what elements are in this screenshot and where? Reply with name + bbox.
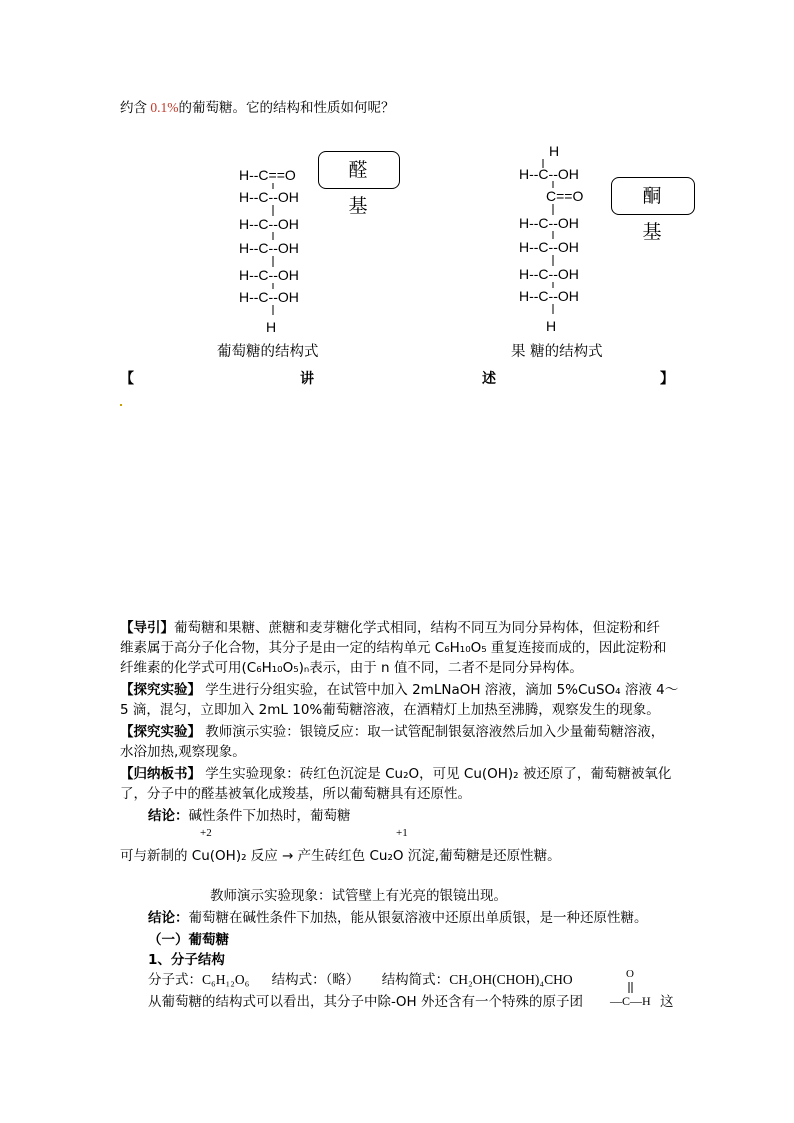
simple-formula-value: CH₂OH(CHOH)₄CHO — [449, 972, 573, 987]
conclusion2-text: 葡萄糖在碱性条件下加热，能从银氨溶液中还原出单质银，是一种还原性糖。 — [188, 910, 648, 926]
exp1-line-2: 5 滴，混匀，立即加入 2mL 10%葡萄糖溶液，在酒精灯上加热至沸腾，观察发生的现象。 — [120, 702, 660, 718]
daoyin-tag: 【导引】 — [120, 620, 174, 636]
section-heading-glucose: （一）葡萄糖 — [148, 932, 229, 948]
fructose-row-4: H--C--OH — [519, 239, 579, 255]
final-line: 从葡萄糖的结构式可以看出，其分子中除-OH 外还含有一个特殊的原子团 — [148, 994, 583, 1010]
aldehyde-group-o: O — [626, 968, 634, 980]
summary-tag: 【归纳板书】 — [120, 766, 201, 782]
glucose-row-2: H--C--OH — [239, 189, 299, 205]
intro-after: 的葡萄糖。它的结构和性质如何呢？ — [178, 100, 395, 115]
lecture-open: 【 — [120, 371, 134, 387]
aldehyde-double-bond — [626, 981, 636, 995]
fructose-top-h: H — [549, 143, 560, 159]
teacher-observation: 教师演示实验现象：试管壁上有光亮的银镜出现。 — [210, 888, 507, 904]
fructose-ketone-label: 酮 基 — [611, 177, 695, 215]
fructose-bottom-h: H — [546, 318, 557, 334]
ox-state-plus1: +1 — [396, 827, 408, 839]
exp1-tag: 【探究实验】 — [120, 682, 201, 698]
glucose-bottom-h: H — [266, 319, 277, 335]
conclusion1-label: 结论： — [148, 808, 189, 824]
glucose-row-6: H--C--OH — [239, 289, 299, 305]
lecture-close: 】 — [660, 371, 674, 387]
lecture-char-2: 述 — [482, 371, 496, 387]
daoyin-line-1 — [120, 618, 660, 638]
mol-formula-label: 分子式： — [148, 972, 202, 988]
daoyin-line-3: 纤维素的化学式可用(C₆H₁₀O₅)ₙ表示，由于 n 值不同，二者不是同分异构体。 — [120, 660, 583, 676]
daoyin-text-1: 葡萄糖和果糖、蔗糖和麦芽糖化学式相同，结构不同互为同分异构体，但淀粉和纤 — [174, 620, 660, 636]
conclusion2-line — [148, 908, 648, 928]
fructose-row-3: H--C--OH — [519, 215, 579, 231]
fructose-row-1: H--C--OH — [519, 166, 579, 182]
glucose-row-1: H--C==O — [239, 167, 296, 183]
glucose-aldehyde-label: 醛 基 — [318, 151, 400, 189]
conclusion1-text: 碱性条件下加热时，葡萄糖 — [188, 808, 351, 824]
final-line-tail: 这 — [660, 994, 674, 1010]
conclusion1-line-2: 可与新制的 Cu(OH)₂ 反应 → 产生砖红色 Cu₂O 沉淀,葡萄糖是还原性糖。 — [120, 848, 561, 864]
fructose-row-6: H--C--OH — [519, 288, 579, 304]
exp2-line-1 — [120, 722, 664, 742]
mol-formula-value: C₆H₁₂O₆ — [202, 972, 250, 987]
intro-percent: 0.1% — [150, 100, 179, 115]
fructose-row-2: C==O — [546, 188, 584, 204]
cursor-mark — [120, 404, 122, 406]
aldehyde-group-body: —C—H — [610, 994, 651, 1008]
summary-line-2: 了，分子中的醛基被氧化成羧基，所以葡萄糖具有还原性。 — [120, 786, 471, 802]
conclusion2-label: 结论： — [148, 910, 189, 926]
glucose-row-5: H--C--OH — [239, 267, 299, 283]
struct-formula-label: 结构式：（略） — [271, 972, 360, 988]
exp2-text-1: 教师演示实验：银镜反应：取一试管配制银氨溶液然后加入少量葡萄糖溶液， — [201, 724, 665, 740]
fructose-row-5: H--C--OH — [519, 266, 579, 282]
fructose-caption: 果 糖的结构式 — [511, 344, 603, 360]
exp1-text-1: 学生进行分组实验，在试管中加入 2mLNaOH 溶液，滴加 5%CuSO₄ 溶液 4～ — [201, 682, 679, 698]
ox-state-plus2: +2 — [200, 827, 212, 839]
glucose-caption: 葡萄糖的结构式 — [217, 344, 319, 360]
formula-line — [148, 970, 573, 990]
intro-before: 约含 — [120, 100, 151, 115]
section-heading-structure: 1、分子结构 — [148, 952, 225, 968]
exp2-tag: 【探究实验】 — [120, 724, 201, 740]
daoyin-line-2: 维素属于高分子化合物，其分子是由一定的结构单元 C₆H₁₀O₅ 重复连接而成的，因此淀粉和 — [120, 640, 667, 656]
simple-formula-label: 结构简式： — [381, 972, 450, 988]
exp1-line-1 — [120, 680, 678, 700]
conclusion1-line-1 — [148, 806, 351, 826]
summary-text-1: 学生实验现象：砖红色沉淀是 Cu₂O，可见 Cu(OH)₂ 被还原了，葡萄糖被氧化 — [201, 766, 672, 782]
lecture-char-1: 讲 — [300, 371, 314, 387]
glucose-row-4: H--C--OH — [239, 240, 299, 256]
summary-line-1 — [120, 764, 671, 784]
glucose-row-3: H--C--OH — [239, 216, 299, 232]
exp2-line-2: 水浴加热,观察现象。 — [120, 744, 246, 760]
